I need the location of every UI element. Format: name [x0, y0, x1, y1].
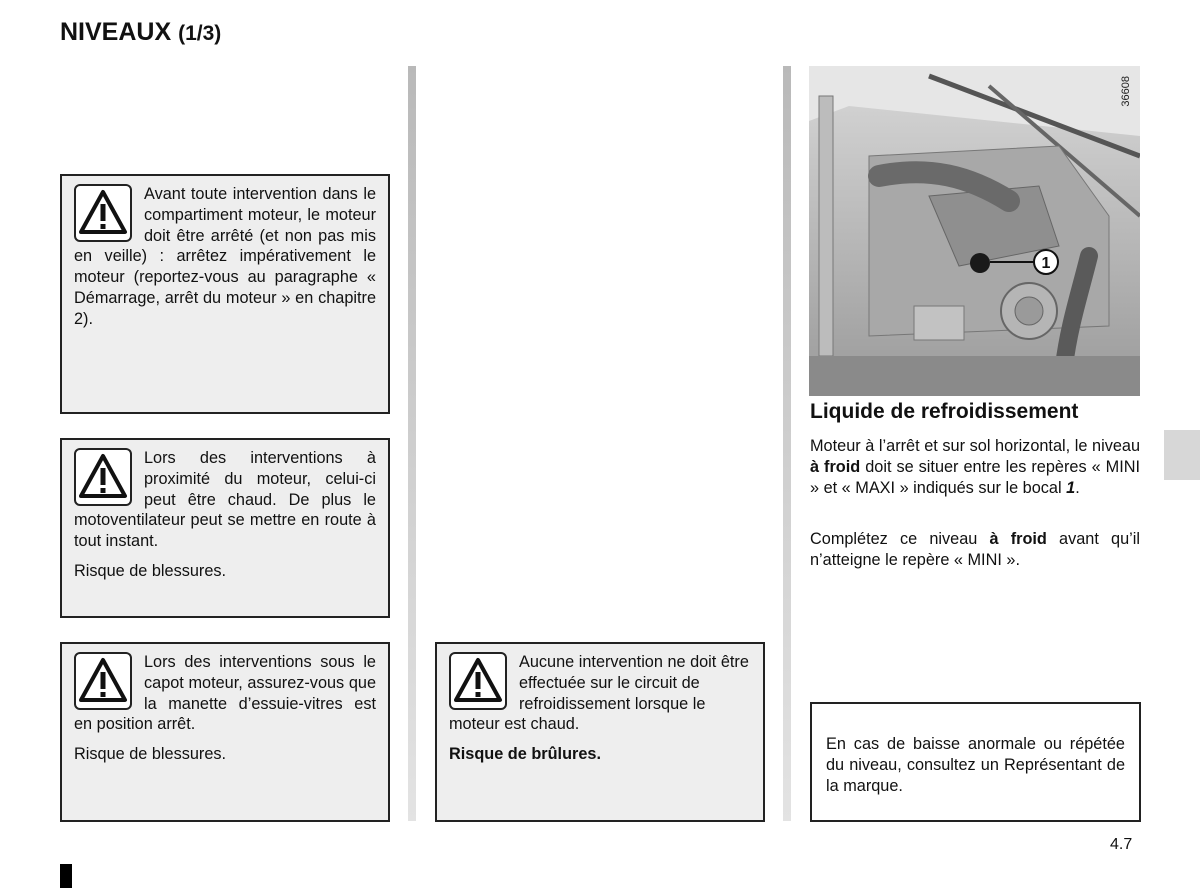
page-title [60, 18, 221, 47]
info-box-abnormal-drop [810, 702, 1141, 822]
text-emphasis: à froid [989, 530, 1047, 548]
info-text: En cas de baisse anormale ou répétée du niveau, consultez un Représentant de la marque. [826, 735, 1125, 795]
warning-box-wiper [60, 642, 390, 822]
warning-box-cooling-circuit [435, 642, 765, 822]
text-reference: 1 [1066, 478, 1076, 497]
coolant-paragraph-2 [810, 529, 1140, 571]
section-title-coolant: Liquide de refroidissement [810, 400, 1079, 423]
engine-compartment-photo [809, 66, 1140, 396]
warning-triangle-icon [74, 184, 132, 242]
page-title-part: (1/3) [178, 22, 222, 45]
warning-triangle-icon [74, 448, 132, 506]
warning-text: Lors des interventions à proximité du moteur, celui-ci peut être chaud. De plus le motoventilateur peut se mettre en route à tout instant. [74, 449, 376, 551]
text-run: avant qu’il n’atteigne le repère « MINI ». [810, 530, 1140, 569]
corner-mark [60, 864, 72, 888]
text-run: Complétez ce niveau [810, 530, 990, 548]
page-number: 4.7 [1110, 836, 1133, 853]
warning-triangle-icon [74, 652, 132, 710]
warning-text: Aucune intervention ne doit être effectuée sur le circuit de refroidissement lorsque le moteur est chaud. [449, 653, 749, 734]
column-divider-left [408, 66, 416, 821]
text-emphasis: à froid [810, 457, 861, 476]
coolant-paragraph-1 [810, 436, 1140, 498]
warning-box-hot-engine [60, 438, 390, 618]
page-title-main: NIVEAUX [60, 18, 172, 46]
figure-code: 36608 [1120, 76, 1132, 107]
warning-triangle-icon [449, 652, 507, 710]
chapter-tab [1164, 430, 1200, 480]
warning-risk: Risque de brûlures. [449, 745, 601, 764]
text-run: . [1075, 478, 1080, 497]
warning-text: Lors des interventions sous le capot moteur, assurez-vous que la manette d’essuie-vitres est en position arrêt. [74, 653, 376, 734]
warning-text: Avant toute intervention dans le compartiment moteur, le moteur doit être arrêté (et non pas mis en veille) : arrêtez impérativement le moteur (reportez-vous au paragraphe « Démarrage, arrêt du moteur » en chapitre 2). [74, 185, 376, 328]
text-run: Moteur à l’arrêt et sur sol horizontal, le niveau [810, 437, 1140, 455]
text-run: doit se situer entre les repères « MINI » et « MAXI » indiqués sur le bocal [810, 457, 1140, 497]
figure-callout-label: 1 [1041, 255, 1051, 272]
warning-risk: Risque de blessures. [74, 561, 227, 580]
column-divider-right [783, 66, 791, 821]
warning-risk: Risque de blessures. [74, 745, 227, 764]
warning-box-engine-stop [60, 174, 390, 414]
